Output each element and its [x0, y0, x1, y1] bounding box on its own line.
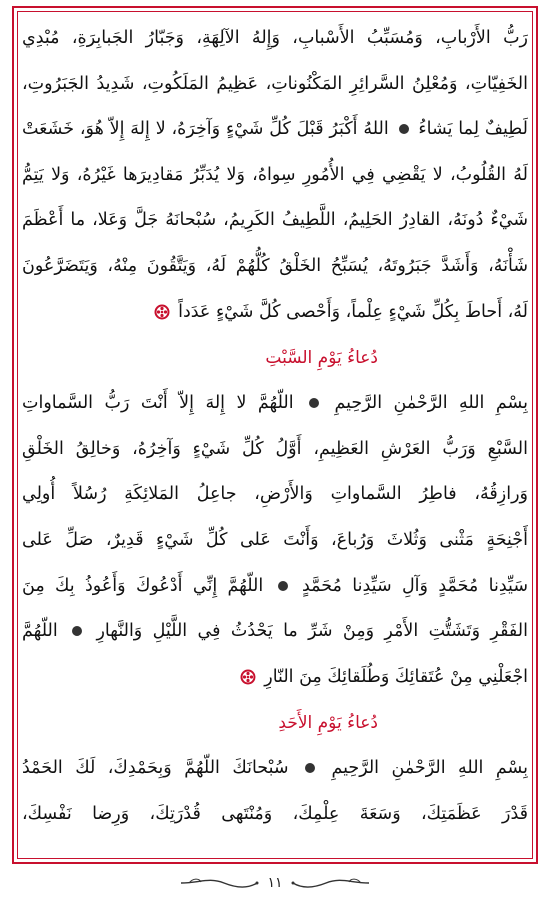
page-text: [22, 16, 528, 838]
text-line: [22, 746, 528, 792]
dot-icon: [309, 398, 319, 408]
text-line: [22, 792, 528, 838]
dot-icon: [399, 124, 409, 134]
text-line-content: قَدْرَ عَظَمَتِكَ، وَسَعَةَ عِلْمِكَ، وَمُنْتَهى قُدْرَتِكَ، وَرِضا نَفْسِكَ،: [22, 803, 528, 824]
text-line: [22, 290, 528, 336]
text-segment: بِسْمِ اللهِ الرَّحْمٰنِ الرَّحِيمِ: [334, 393, 528, 414]
text-line-content: شَأْنَهُ، وَأَشَدَّ جَبَرُوتَهُ، يُسَبِّحُ الخَلْقُ كُلُّهُمْ لَهُ، وَيَتَّقُونَ مِنْهُ، وَيَتَضَرَّعُونَ: [22, 255, 528, 276]
text-line: [22, 153, 528, 199]
text-segment: لَطِيفٌ لِما يَشاءُ: [418, 119, 528, 140]
text-line: [22, 427, 528, 473]
text-line-content: اجْعَلْنِي مِنْ عُتَقائِكَ وَطُلَقائِكَ مِنَ النّارِ: [264, 666, 528, 687]
text-line: [22, 62, 528, 108]
text-line: [22, 381, 528, 427]
text-segment: سَيِّدِنا مُحَمَّدٍ وَآلِ سَيِّدِنا مُحَمَّدٍ: [301, 575, 528, 596]
text-segment: سُبْحانَكَ اللّهُمَّ وَبِحَمْدِكَ، لَكَ الحَمْدُ: [22, 758, 289, 779]
text-line: [22, 564, 528, 610]
dot-icon: [278, 581, 288, 591]
text-line: [22, 198, 528, 244]
dot-icon: [72, 626, 82, 636]
text-line: [22, 518, 528, 564]
text-segment: اللهُ أَكْبَرُ قَبْلَ كُلِّ شَيْءٍ وَآخِرَهُ، لا إِلهَ إِلاّ هُوَ، خَشَعَتْ: [22, 119, 389, 140]
text-line: [22, 655, 528, 701]
text-line: [22, 244, 528, 290]
dot-icon: [305, 763, 315, 773]
section-heading-saturday: دُعاءُ يَوْمِ السَّبْتِ: [265, 348, 378, 369]
text-segment: اللّهُمَّ إِنِّي أَدْعُوكَ وَأَعُوذُ بِكَ مِنَ: [22, 575, 264, 596]
text-line-content: الخَفِيّاتِ، وَمُعْلِنُ السَّرائِرِ المَكْنُوناتِ، عَظِيمُ المَلَكُوتِ، شَدِيدُ الجَبَرُوتِ،: [22, 73, 528, 94]
text-line-content: لَهُ، أَحاطَ بِكُلِّ شَيْءٍ عِلْماً، وَأَحْصى كُلَّ شَيْءٍ عَدَداً: [178, 301, 528, 322]
text-segment: اللّهُمَّ لا إِلهَ إِلاّ أَنْتَ رَبُّ السَّماواتِ: [22, 393, 294, 414]
page-footer: [0, 870, 550, 896]
flower-icon: [240, 669, 256, 685]
text-segment: الفَقْرِ وَتَشَتُّتِ الأَمْرِ وَمِنْ شَرِّ ما يَحْدُثُ فِي اللَّيْلِ وَالنَّهارِ: [96, 621, 528, 642]
text-line: [22, 16, 528, 62]
text-segment: بِسْمِ اللهِ الرَّحْمٰنِ الرَّحِيمِ: [331, 758, 528, 779]
text-line-content: وَرازِقُهُ، فاطِرُ السَّماواتِ وَالأَرْضِ، جاعِلُ المَلائِكَةِ رُسُلاً أُولِي: [22, 484, 528, 505]
text-line-content: لَهُ القُلُوبُ، لا يَقْضِي فِي الأُمُورِ سِواهُ، وَلا يُدَبِّرُ مَقادِيرَها غَيْرُهُ، وَلا يَتِمُّ: [22, 164, 528, 185]
text-segment: اللّهُمَّ: [22, 621, 58, 642]
text-line-content: شَيْءٌ دُونَهُ، القادِرُ الحَلِيمُ، اللَّطِيفُ الكَرِيمُ، سُبْحانَهُ جَلَّ وَعَلا، ما أَعْظَمَ: [22, 210, 528, 231]
text-line-content: رَبُّ الأَرْبابِ، وَمُسَبِّبُ الأَسْبابِ، وَإِلهُ الآلِهَةِ، وَجَبّارُ الجَبابِرَةِ، مُبْدِي: [22, 28, 528, 48]
right-ornament-icon: [291, 874, 371, 892]
text-line: [22, 107, 528, 153]
page-number: ١١: [267, 875, 283, 891]
text-line-content: أَجْنِحَةٍ مَثْنى وَثُلاثَ وَرُباعَ، وَأَنْتَ عَلى كُلِّ شَيْءٍ قَدِيرٌ، صَلِّ عَلى: [22, 529, 528, 550]
flower-icon: [154, 304, 170, 320]
section-heading-sunday: دُعاءُ يَوْمِ الأَحَدِ: [278, 713, 378, 734]
left-ornament-icon: [179, 874, 259, 892]
text-line-content: السَّبْعِ وَرَبُّ العَرْشِ العَظِيمِ، أَوَّلُ كُلِّ شَيْءٍ وَآخِرُهُ، وَخالِقُ الخَلْقِ: [22, 438, 528, 459]
text-line: [22, 472, 528, 518]
text-line: [22, 609, 528, 655]
